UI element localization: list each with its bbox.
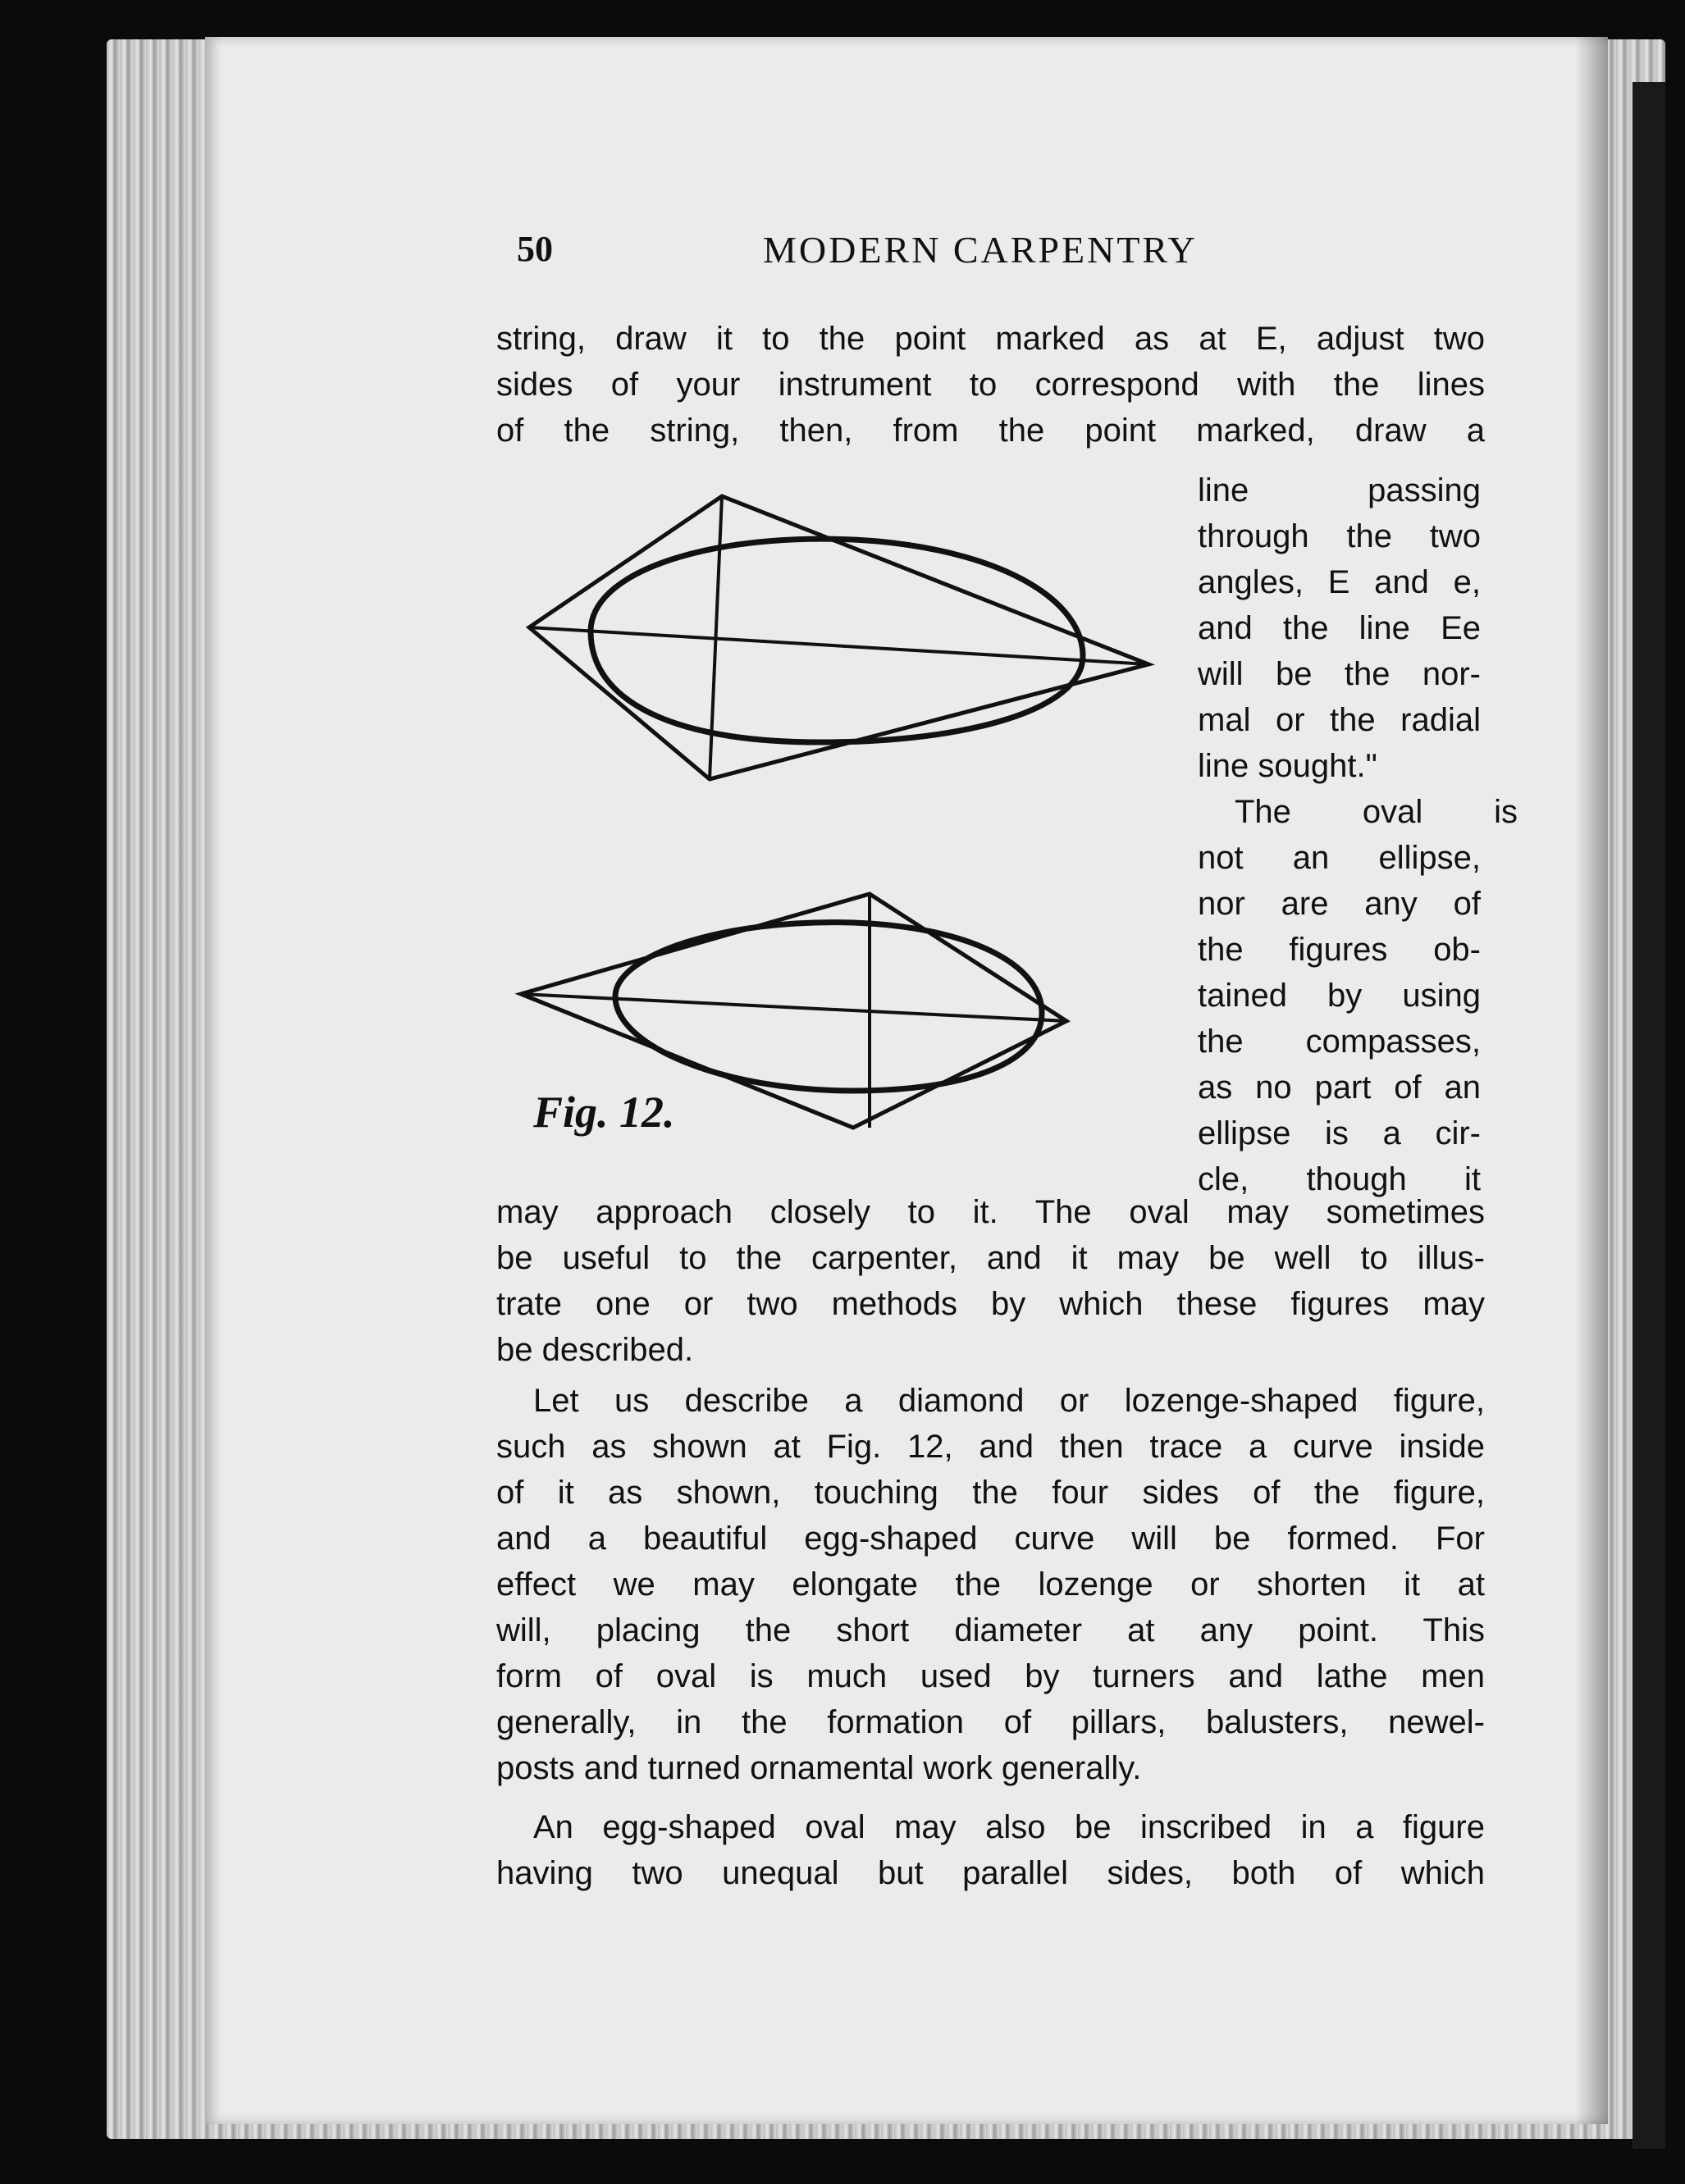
text-line: The oval is	[1235, 794, 1518, 830]
text-line: will be the nor-	[1198, 656, 1481, 692]
binding-shadow	[1575, 37, 1608, 2124]
text-line: such as shown at Fig. 12, and then trace a curve inside	[496, 1429, 1485, 1465]
paragraph-3	[496, 1804, 1485, 1896]
text-line: form of oval is much used by turners and lathe men	[496, 1658, 1485, 1694]
text-line: string, draw it to the point marked as at E, adjust two	[496, 321, 1485, 357]
text-line: angles, E and e,	[1198, 564, 1481, 600]
oval-figure-diagram	[509, 480, 1173, 1152]
text-line: having two unequal but parallel sides, both of which	[496, 1855, 1485, 1891]
text-line: be useful to the carpenter, and it may be well to illus-	[496, 1240, 1485, 1276]
text-line: not an ellipse,	[1198, 840, 1481, 876]
text-line: will, placing the short diameter at any point. This	[496, 1612, 1485, 1648]
page-number: 50	[517, 229, 553, 269]
intro-text	[496, 316, 1485, 454]
upper-egg-oval	[591, 539, 1083, 742]
text-line: of the string, then, from the point marked, draw a	[496, 413, 1485, 449]
text-line: as no part of an	[1198, 1069, 1481, 1106]
text-line: be described.	[496, 1332, 694, 1368]
text-line: may approach closely to it. The oval may sometimes	[496, 1194, 1485, 1230]
page-header	[517, 228, 1485, 285]
text-line: mal or the radial	[1198, 702, 1481, 738]
text-line: and a beautiful egg-shaped curve will be formed. For	[496, 1521, 1485, 1557]
figure-caption: Fig. 12.	[533, 1087, 675, 1137]
text-line: and the line Ee	[1198, 610, 1481, 646]
side-column-text	[1198, 467, 1518, 1202]
text-line: of it as shown, touching the four sides of the figure,	[496, 1475, 1485, 1511]
text-line: generally, in the formation of pillars, balusters, newel-	[496, 1704, 1485, 1740]
text-line: An egg-shaped oval may also be inscribed in a figure	[533, 1809, 1485, 1845]
upper-long-diameter	[529, 627, 1148, 664]
text-line: line passing	[1198, 472, 1481, 508]
text-line: the compasses,	[1198, 1024, 1481, 1060]
text-line: cle, though it	[1198, 1161, 1481, 1197]
lower-long-diameter	[521, 994, 1066, 1021]
text-line: effect we may elongate the lozenge or shorten it at	[496, 1566, 1485, 1603]
text-line: Let us describe a diamond or lozenge-shaped figure,	[533, 1383, 1485, 1419]
text-line: ellipse is a cir-	[1198, 1115, 1481, 1151]
text-line: line sought."	[1198, 748, 1377, 784]
text-line: posts and turned ornamental work generally.	[496, 1750, 1142, 1786]
running-head: MODERN CARPENTRY	[763, 229, 1198, 271]
paragraph-2	[496, 1378, 1485, 1791]
text-line: trate one or two methods by which these figures may	[496, 1286, 1485, 1322]
paragraph-1	[496, 1189, 1485, 1373]
facing-page-edge	[1632, 82, 1665, 2149]
text-line: tained by using	[1198, 978, 1481, 1014]
text-line: nor are any of	[1198, 886, 1481, 922]
text-line: the figures ob-	[1198, 932, 1481, 968]
text-line: through the two	[1198, 518, 1481, 554]
text-line: sides of your instrument to correspond with the lines	[496, 367, 1485, 403]
